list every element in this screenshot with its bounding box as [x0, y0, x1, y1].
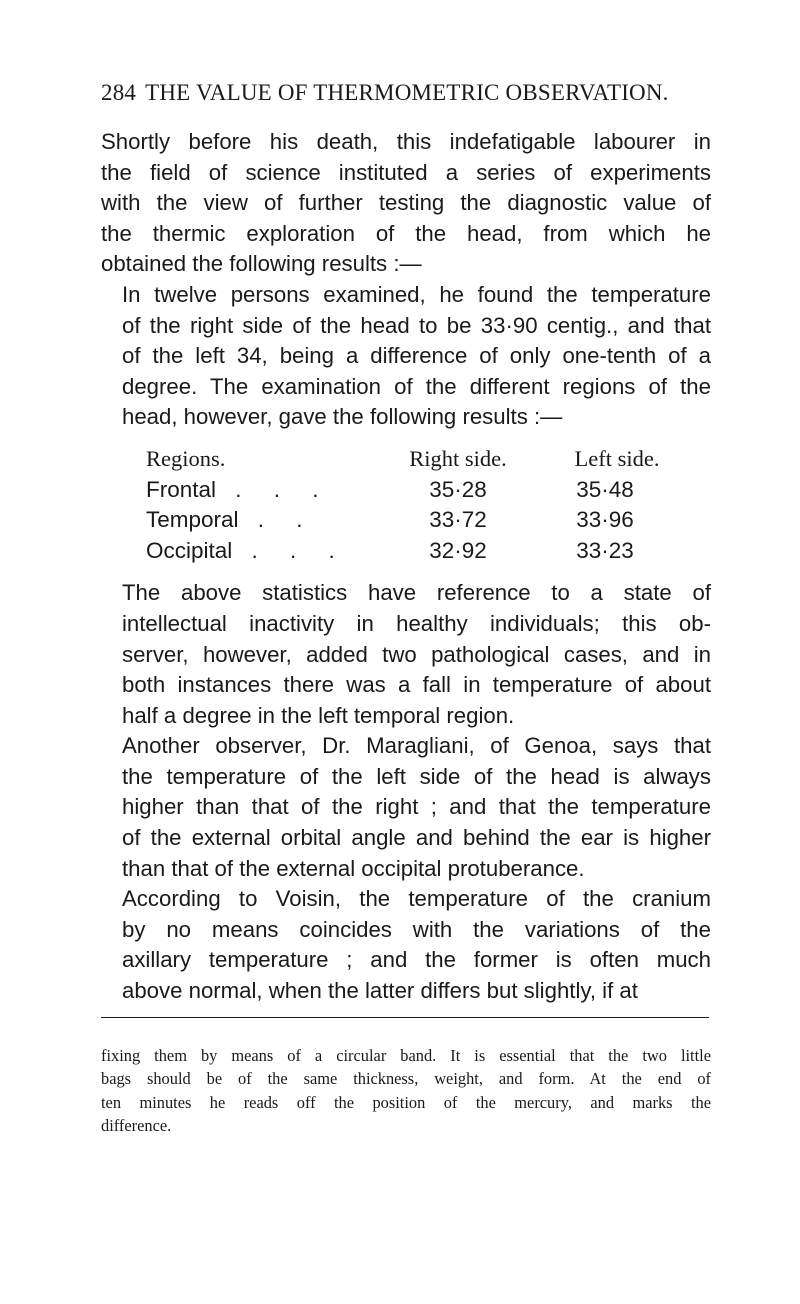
- running-title: THE VALUE OF THERMOMETRIC OBSERVATION.: [145, 80, 669, 105]
- region-cell: [146, 505, 316, 536]
- text-line: server, however, added two pathological cases, and in: [122, 641, 711, 667]
- paragraphs-after-table: [101, 578, 711, 1006]
- table-row: [101, 475, 711, 506]
- text-line: Shortly before his death, this indefatigable labourer in: [101, 129, 711, 154]
- text-line: of the right side of the head to be 33·90 centig., and that: [122, 312, 711, 338]
- region-name: Occipital: [146, 537, 233, 563]
- header-right-side: Right side.: [409, 445, 507, 471]
- text-line: Another observer, Dr. Maragliani, of Genoa, says that: [122, 733, 711, 759]
- text-line: According to Voisin, the temperature of the cranium: [122, 886, 711, 912]
- text-line: In twelve persons examined, he found the temperature: [122, 281, 711, 307]
- text-line: intellectual inactivity in healthy individuals; this ob-: [122, 610, 711, 636]
- running-head: [101, 78, 711, 108]
- footnote-line: ten minutes he reads off the position of the mercury, and marks the: [101, 1092, 711, 1112]
- right-side-value: 32·92: [429, 537, 487, 563]
- text-line: both instances there was a fall in temperature of about: [122, 672, 711, 698]
- paragraph: [101, 280, 711, 433]
- text-line: above normal, when the latter differs but slightly, if at: [122, 978, 638, 1004]
- footnote-line: fixing them by means of a circular band. It is essential that the two little: [101, 1045, 711, 1065]
- text-line: than that of the external occipital protuberance.: [122, 855, 585, 881]
- header-left-side: Left side.: [574, 445, 660, 471]
- paragraph: [101, 884, 711, 1006]
- footnote-rule: [101, 1017, 709, 1018]
- text-line: the field of science instituted a series of experiments: [101, 159, 711, 185]
- text-line: half a degree in the left temporal region.: [122, 702, 515, 728]
- paragraphs-before-table: [101, 127, 711, 433]
- footnote: [101, 1044, 711, 1138]
- region-cell: [146, 475, 332, 506]
- text-line: obtained the following results :—: [101, 251, 422, 277]
- text-line: of the external orbital angle and behind the ear is higher: [122, 825, 711, 851]
- region-name: Frontal: [146, 476, 217, 502]
- dot-leader: . .: [238, 507, 316, 533]
- text-line: by no means coincides with the variations of the: [122, 916, 711, 942]
- text-line: of the left 34, being a difference of only one-tenth of a: [122, 343, 711, 369]
- paragraph: [101, 578, 711, 731]
- footnote-line: difference.: [101, 1116, 172, 1136]
- table-row: [101, 536, 711, 567]
- dot-leader: . . .: [232, 537, 348, 563]
- text-line: axillary temperature ; and the former is often much: [122, 947, 711, 973]
- table-row: [101, 505, 711, 536]
- text-line: the thermic exploration of the head, from which he: [101, 220, 711, 246]
- page-number: 284: [101, 80, 137, 105]
- book-page: [101, 78, 711, 1138]
- right-side-value: 35·28: [429, 476, 487, 502]
- table-body: [101, 475, 711, 567]
- dot-leader: . . .: [216, 476, 332, 502]
- text-line: degree. The examination of the different regions of the: [122, 373, 711, 399]
- text-line: higher than that of the right ; and that the temperature: [122, 794, 711, 820]
- right-side-value: 33·72: [429, 507, 487, 533]
- region-cell: [146, 536, 348, 567]
- paragraph: [101, 731, 711, 884]
- region-name: Temporal: [146, 507, 239, 533]
- left-side-value: 33·96: [576, 507, 634, 533]
- footnote-line: bags should be of the same thickness, weight, and form. At the end of: [101, 1069, 711, 1089]
- text-line: head, however, gave the following results :—: [122, 404, 563, 430]
- text-line: the temperature of the left side of the head is always: [122, 763, 711, 789]
- text-line: with the view of further testing the diagnostic value of: [101, 190, 711, 216]
- text-line: The above statistics have reference to a state of: [122, 580, 711, 606]
- table-header-row: [101, 444, 711, 475]
- left-side-value: 33·23: [576, 537, 634, 563]
- left-side-value: 35·48: [576, 476, 634, 502]
- main-text: [101, 127, 711, 1138]
- temperature-table: [101, 444, 711, 566]
- paragraph: [101, 127, 711, 280]
- header-regions: Regions.: [146, 445, 226, 471]
